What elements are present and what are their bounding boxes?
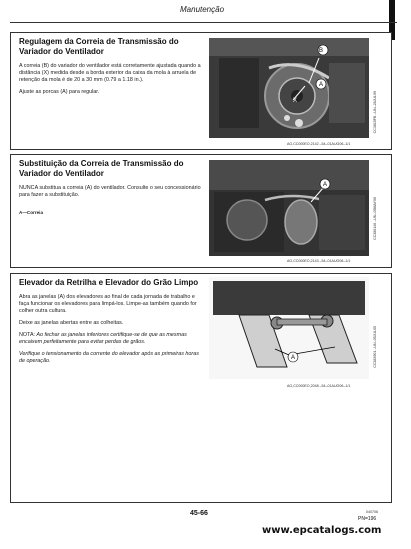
section-fan-belt-replacement <box>10 154 392 268</box>
photo-label: A <box>318 82 324 88</box>
figure-code: AG,CC000EO,2142 –54–01AUG06–1/1 <box>287 142 351 146</box>
elevator-illustration <box>209 277 369 379</box>
image-code: CC383901 –UN–05JUL05 <box>373 326 377 368</box>
section-text <box>19 37 204 101</box>
photo-label: A <box>290 355 296 361</box>
pn-label: PN=196 <box>358 516 377 522</box>
photo-label: B <box>318 48 324 54</box>
paragraph: A correia (B) do variador do ventilador está corretamente ajustada quando a distância (X) medida desde a borda exterior da caixa da mola à arruela de retenção da mola é de 20 a 30 mm (0.79 a 1.18 in.). <box>19 63 201 83</box>
fan-variator-illustration <box>209 38 369 138</box>
section-title: Regulagem da Correia de Transmissão do Variador do Ventilador <box>19 37 179 56</box>
figure-code: AG,CC000EO,2048 –54–01AUG06–1/1 <box>287 384 351 388</box>
elevator-photo <box>209 277 369 379</box>
section-text <box>19 159 204 221</box>
watermark-url: www.epcatalogs.com <box>262 525 382 536</box>
note <box>19 332 204 346</box>
fan-belt-illustration <box>209 160 369 256</box>
note-continued: Verifique o tensionamento da corrente do elevador após as primeiras horas de operação. <box>19 351 199 364</box>
header-divider <box>10 22 397 23</box>
section-elevators <box>10 273 392 503</box>
page-number: 45-66 <box>190 510 208 517</box>
paragraph: Abra as janelas (A) dos elevadores ao final de cada jornada de trabalho e faça funcionar os elevadores para limpá-los. Limpe-as também quando for colher outra cultura. <box>19 294 197 314</box>
fan-variator-photo <box>209 38 369 138</box>
image-code: CC3815FB –UN–28JUL99 <box>373 91 377 134</box>
fan-belt-photo <box>209 160 369 256</box>
paragraph: Ajuste as porcas (A) para regular. <box>19 89 100 95</box>
note-text: Ao fechar as janelas inferiores certifique-se de que as mesmas encaixem perfeitamente para evitar perdas de grãos. <box>19 332 187 345</box>
paragraph: NUNCA substitua a correia (A) do ventilador. Consulte o seu concessionário para fazer a substituição. <box>19 185 201 198</box>
paragraph: Deixe as janelas abertas entre as colheitas. <box>19 320 124 326</box>
photo-label: A <box>322 182 328 188</box>
section-fan-belt-adjustment <box>10 32 392 150</box>
section-title: Elevador da Retrilha e Elevador do Grão Limpo <box>19 278 199 287</box>
section-text <box>19 278 204 370</box>
image-code: CC386146 –UN–05MAY06 <box>373 197 377 240</box>
photo-label: X <box>293 98 298 104</box>
section-title: Substituição da Correia de Transmissão do Variador do Ventilador <box>19 159 184 178</box>
note-label: NOTA: <box>19 332 36 338</box>
legend-item: A—Correia <box>19 210 43 215</box>
date-code: 040706 <box>366 510 378 514</box>
page-header-title: Manutenção <box>180 5 225 14</box>
figure-code: AG,CC000EO,2143 –54–01AUG06–1/1 <box>287 259 351 263</box>
